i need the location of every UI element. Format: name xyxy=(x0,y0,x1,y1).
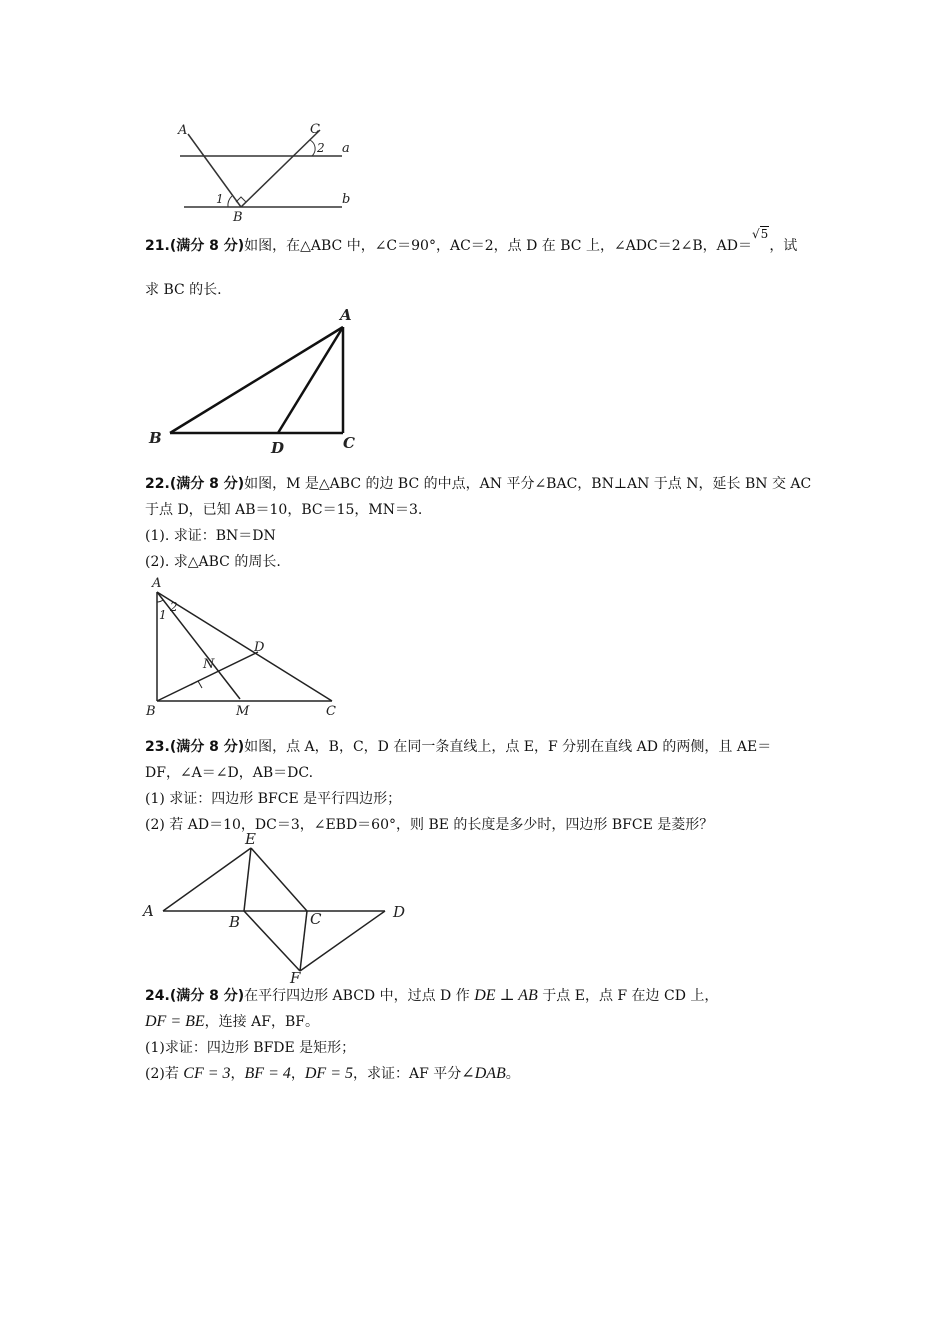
q22-part2: (2). 求△ABC 的周长. xyxy=(145,554,281,570)
q22-score: (满分 8 分) xyxy=(169,476,245,492)
label-A: A xyxy=(152,576,162,591)
q23-line1: 如图，点 A，B，C，D 在同一条直线上，点 E，F 分别在直线 AD 的两侧，且 AE＝ xyxy=(244,739,772,755)
q24-part2-b: ，求证：AF 平分 xyxy=(353,1066,462,1082)
label-A: A xyxy=(340,306,352,324)
math-df: DF = 5 xyxy=(304,1065,353,1082)
math-df-eq-be: DF = BE xyxy=(145,1013,205,1030)
label-C: C xyxy=(326,704,336,719)
label-A: A xyxy=(178,123,188,138)
q24-score: (满分 8 分) xyxy=(169,988,245,1004)
math-angle-dab: ∠DAB xyxy=(461,1065,506,1082)
label-C: C xyxy=(310,910,322,928)
figure-q21 xyxy=(145,305,365,460)
label-C: C xyxy=(343,434,355,452)
label-2: 2 xyxy=(170,600,178,614)
q23-line2: DF，∠A＝∠D，AB＝DC. xyxy=(145,765,314,781)
question-24 xyxy=(145,983,718,1087)
q24-sep1: ， xyxy=(230,1066,245,1082)
q21-line1a: 如图，在△ABC 中，∠C＝90°，AC＝2，点 D 在 BC 上，∠ADC＝2∠B，AD＝ xyxy=(244,238,753,254)
question-22 xyxy=(145,471,811,575)
q23-number: 23. xyxy=(145,739,170,755)
q22-part1: (1). 求证：BN＝DN xyxy=(145,528,276,544)
label-D: D xyxy=(393,903,406,921)
q22-line1: 如图，M 是△ABC 的边 BC 的中点，AN 平分∠BAC，BN⊥AN 于点 N，延长 BN 交 AC xyxy=(244,476,812,492)
q24-line1a: 在平行四边形 ABCD 中，过点 D 作 xyxy=(244,988,475,1004)
q21-line1b: ，试 xyxy=(769,238,798,254)
sqrt-5: √5 xyxy=(752,227,769,241)
q24-line1b: 于点 E，点 F 在边 CD 上， xyxy=(537,988,719,1004)
label-N: N xyxy=(203,657,215,672)
math-cf: CF = 3 xyxy=(183,1065,231,1082)
label-E: E xyxy=(245,830,256,848)
question-21 xyxy=(145,227,798,303)
label-B: B xyxy=(229,913,241,931)
math-de-perp-ab: DE ⊥ AB xyxy=(474,987,538,1004)
label-1: 1 xyxy=(159,608,167,622)
label-A: A xyxy=(143,902,154,920)
q21-number: 21. xyxy=(145,238,170,254)
q23-score: (满分 8 分) xyxy=(169,739,245,755)
q24-line2b: ，连接 AF，BF。 xyxy=(204,1014,319,1030)
label-B: B xyxy=(233,210,243,225)
q21-score: (满分 8 分) xyxy=(169,238,245,254)
q22-number: 22. xyxy=(145,476,170,492)
q24-sep2: ， xyxy=(290,1066,305,1082)
q24-part1: (1)求证：四边形 BFDE 是矩形； xyxy=(145,1040,356,1056)
q22-line2: 于点 D，已知 AB＝10，BC＝15，MN＝3. xyxy=(145,502,423,518)
label-2: 2 xyxy=(317,141,325,155)
label-D: D xyxy=(254,640,265,655)
label-1: 1 xyxy=(216,192,224,206)
label-b: b xyxy=(342,192,351,207)
figure-q23 xyxy=(140,828,420,983)
q24-part2-c: 。 xyxy=(505,1066,520,1082)
figure-q22 xyxy=(140,575,350,720)
q24-number: 24. xyxy=(145,988,170,1004)
label-B: B xyxy=(146,704,156,719)
label-M: M xyxy=(236,704,250,719)
label-F: F xyxy=(290,969,301,983)
math-bf: BF = 4 xyxy=(244,1065,291,1082)
q23-part2: (2) 若 AD＝10，DC＝3，∠EBD＝60°，则 BE 的长度是多少时，四边形 BFCE 是菱形？ xyxy=(145,817,714,833)
label-C: C xyxy=(310,122,320,137)
question-23 xyxy=(145,734,771,838)
q24-part2-a: (2)若 xyxy=(145,1066,184,1082)
figure-q20 xyxy=(170,120,360,225)
q21-line2: 求 BC 的长. xyxy=(145,282,222,298)
label-B: B xyxy=(149,429,162,447)
label-a: a xyxy=(342,141,350,156)
q23-part1: (1) 求证：四边形 BFCE 是平行四边形； xyxy=(145,791,402,807)
label-D: D xyxy=(271,439,285,457)
